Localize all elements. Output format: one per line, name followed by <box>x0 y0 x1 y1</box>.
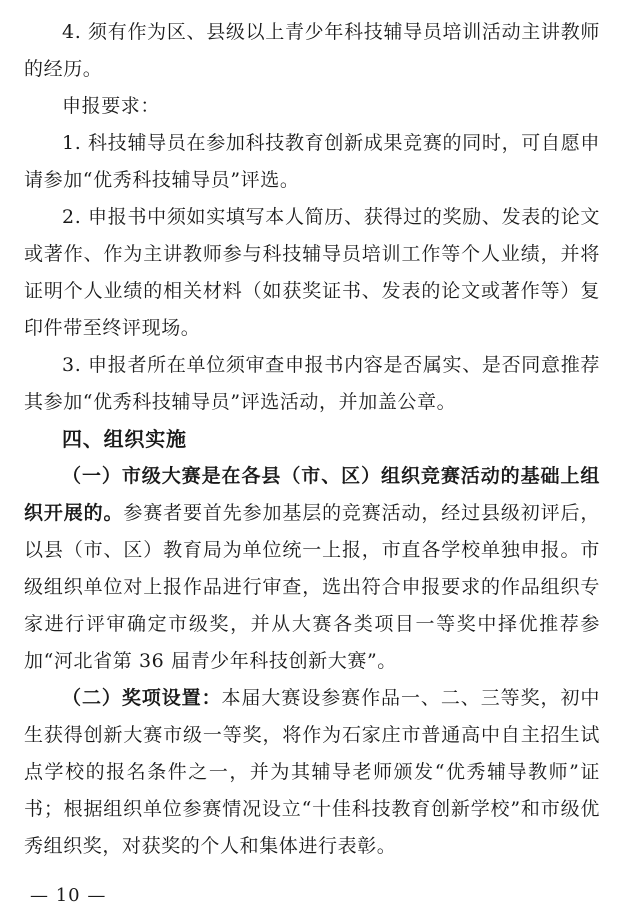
paragraph-requirement-4: 4. 须有作为区、县级以上青少年科技辅导员培训活动主讲教师的经历。 <box>24 21 600 80</box>
section-two-body: 本届大赛设参赛作品一、二、三等奖，初中生获得创新大赛市级一等奖，将作为石家庄市普通高中自主招生试点学校的报名条件之一，并为其辅导老师颁发“优秀辅导教师”证书；根据组织单位参赛情况设立“十佳科技教育创新学校”和市级优秀组织奖，对获奖的个人和集体进行表彰。 <box>24 687 600 857</box>
paragraph-section-one <box>24 458 600 680</box>
section-two-label: （二）奖项设置： <box>62 687 222 709</box>
paragraph-section-two <box>24 680 600 865</box>
page-number: — 10 — <box>30 885 107 906</box>
section-one-body: 参赛者要首先参加基层的竞赛活动，经过县级初评后，以县（市、区）教育局为单位统一上报，市直各学校单独申报。市级组织单位对上报作品进行审查，选出符合申报要求的作品组织专家进行评审确定市级奖，并从大赛各类项目一等奖中择优推荐参加“河北省第 36 届青少年科技创新大赛”。 <box>24 502 600 672</box>
section-one-label: （一）市级大赛是在各县（市、区）组织竞赛活动的基础上组织开展的。 <box>24 465 600 524</box>
section-heading-organization: 四、组织实施 <box>62 427 187 451</box>
paragraph-application-item-2: 2. 申报书中须如实填写本人简历、获得过的奖励、发表的论文或著作、作为主讲教师参与科技辅导员培训工作等个人业绩，并将证明个人业绩的相关材料（如获奖证书、发表的论文或著作等）复印件带至终评现场。 <box>24 206 600 339</box>
paragraph-application-requirements-title: 申报要求： <box>62 95 161 117</box>
paragraph-application-item-3: 3. 申报者所在单位须审查申报书内容是否属实、是否同意推荐其参加“优秀科技辅导员”评选活动，并加盖公章。 <box>24 354 600 413</box>
paragraph-application-item-1: 1. 科技辅导员在参加科技教育创新成果竞赛的同时，可自愿申请参加“优秀科技辅导员”评选。 <box>24 132 600 191</box>
